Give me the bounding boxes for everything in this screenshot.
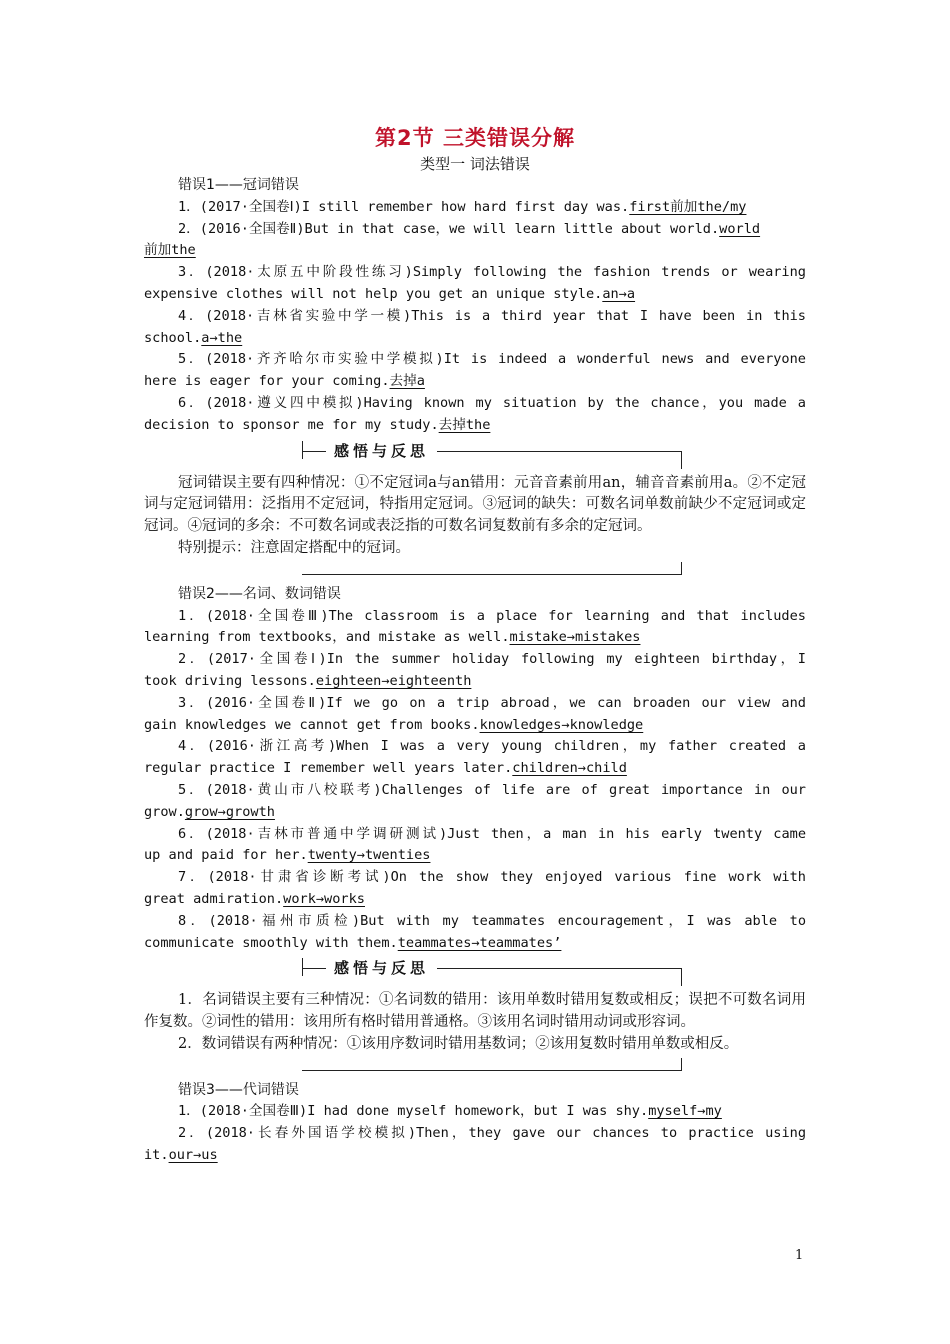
exercise-line — [144, 349, 806, 371]
answer-correction: mistake→mistakes — [509, 629, 641, 646]
exercise-line — [144, 240, 806, 262]
exercise-text: 2．(2018·长春外国语学校模拟)Then，they gave our chances to practice using — [178, 1125, 806, 1142]
exercise-text: here is eager for your coming. — [144, 373, 390, 390]
box-rule — [681, 968, 682, 986]
exercise-line — [144, 889, 806, 911]
exercise-text: 1．(2018·全国卷Ⅲ)I had done myself homework，but I was shy. — [178, 1103, 649, 1120]
exercise-line — [144, 824, 806, 846]
section-heading: 错误3——代词错误 — [178, 1081, 299, 1098]
exercise-text: expensive clothes will not help you get an unique style. — [144, 285, 603, 302]
section-heading: 错误1——冠词错误 — [178, 177, 299, 193]
exercise-line — [144, 415, 806, 437]
reflection-box-footer — [144, 1058, 806, 1080]
exercise-text: communicate smoothly with them. — [144, 934, 398, 951]
box-rule — [302, 441, 303, 459]
exercise-line — [144, 627, 806, 649]
spacer — [144, 1167, 806, 1173]
exercise-text: 3．(2016·全国卷Ⅱ)If we go on a trip abroad，we can broaden our view and — [178, 694, 806, 711]
exercise-text: 6．(2018·遵义四中模拟)Having known my situation by the chance，you made a — [178, 394, 806, 411]
exercise-line — [144, 306, 806, 328]
box-rule — [302, 574, 682, 575]
exercise-line — [144, 219, 806, 241]
page-title: 第2节 三类错误分解 — [375, 126, 575, 150]
answer-correction: teammates→teammates’ — [397, 934, 562, 951]
exercise-text: 5．(2018·齐齐哈尔市实验中学模拟)It is indeed a wonderful news and everyone — [178, 351, 806, 368]
reflection-box-footer — [144, 562, 806, 584]
exercise-text: 2．(2016·全国卷Ⅱ)But in that case，we will learn little about world. — [178, 220, 720, 237]
reflection-paragraph: 特别提示：注意固定搭配中的冠词。 — [178, 539, 410, 556]
reflection-paragraph: 冠词错误主要有四种情况：①不定冠词a与an错用：元音音素前用an，辅音音素前用a。②不定冠词与定冠词错用：泛指用不定冠词，特指用定冠词。③冠词的缺失：可数名词单数前缺少不定冠词或定冠词。④冠词的多余：不可数名词或表泛指的可数名词复数前有多余的定冠词。 — [144, 474, 806, 535]
exercise-text: 1．(2017·全国卷Ⅰ)I still remember how hard first day was. — [178, 198, 630, 215]
answer-correction: our→us — [168, 1147, 218, 1164]
exercise-line — [144, 780, 806, 802]
answer-correction: grow→growth — [184, 803, 275, 820]
exercise-line — [144, 911, 806, 933]
exercise-line — [144, 693, 806, 715]
reflection-title: 感悟与反思 — [326, 957, 437, 978]
box-rule — [302, 1070, 682, 1071]
answer-correction: 前加the — [144, 242, 196, 259]
exercise-text: 7．(2018·甘肃省诊断考试)On the show they enjoyed various fine work with — [178, 869, 806, 886]
answer-correction: work→works — [283, 890, 365, 907]
answer-correction: myself→my — [648, 1103, 722, 1120]
exercise-line — [144, 933, 806, 955]
exercise-text: 3．(2018·太原五中阶段性练习)Simply following the fashion trends or wearing — [178, 264, 806, 281]
exercise-line — [144, 284, 806, 306]
exercise-text: gain knowledges we cannot get from books. — [144, 716, 480, 733]
exercise-text: regular practice I remember well years later. — [144, 760, 513, 777]
exercise-line — [144, 1101, 806, 1123]
exercise-line — [144, 715, 806, 737]
exercise-line — [144, 606, 806, 628]
reflection-paragraph: 1．名词错误主要有三种情况：①名词数的错用：该用单数时错用复数或相反；误把不可数名词用作复数。②词性的错用：该用所有格时错用普通格。③该用名词时错用动词或形容词。 — [144, 992, 806, 1031]
exercise-text: 1．(2018·全国卷Ⅲ)The classroom is a place for learning and that includes — [178, 607, 806, 624]
box-rule — [681, 451, 682, 469]
exercise-text: 4．(2016·浙江高考)When I was a very young children，my father created a — [178, 738, 806, 755]
exercise-text: 4．(2018·吉林省实验中学一模)This is a third year that I have been in this — [178, 307, 806, 324]
exercise-line — [144, 758, 806, 780]
box-rule — [681, 562, 682, 574]
exercise-text: school. — [144, 329, 202, 346]
exercise-line — [144, 328, 806, 350]
answer-correction: a→the — [201, 329, 243, 346]
answer-correction: 去掉the — [438, 416, 491, 433]
answer-correction: eighteen→eighteenth — [315, 672, 472, 689]
exercise-line — [144, 1145, 806, 1167]
page-number: 1 — [795, 1248, 804, 1263]
exercise-text: learning from textbooks，and mistake as well. — [144, 629, 510, 646]
answer-correction: first前加the/my — [629, 198, 747, 215]
exercise-line — [144, 197, 806, 219]
exercise-line — [144, 867, 806, 889]
exercise-text: 2．(2017·全国卷Ⅰ)In the summer holiday following my eighteen birthday，I — [178, 651, 806, 668]
main-content — [144, 175, 806, 1173]
exercise-text: 6．(2018·吉林市普通中学调研测试)Just then，a man in his early twenty came — [178, 825, 806, 842]
box-rule — [302, 958, 303, 976]
exercise-line — [144, 736, 806, 758]
exercise-text: grow. — [144, 803, 185, 820]
answer-correction: an→a — [602, 285, 636, 302]
exercise-line — [144, 671, 806, 693]
answer-correction: twenty→twenties — [307, 847, 431, 864]
page-subtitle: 类型一 词法错误 — [420, 155, 530, 173]
exercise-line — [144, 802, 806, 824]
reflection-box-header — [144, 956, 806, 984]
box-rule — [681, 1058, 682, 1070]
reflection-paragraph: 2．数词错误有两种情况：①该用序数词时错用基数词；②该用复数时错用单数或相反。 — [178, 1035, 739, 1052]
exercise-text: up and paid for her. — [144, 847, 308, 864]
exercise-text: took driving lessons. — [144, 672, 316, 689]
section-heading: 错误2——名词、数词错误 — [178, 585, 341, 602]
answer-correction: world — [719, 220, 761, 237]
exercise-line — [144, 1123, 806, 1145]
answer-correction: knowledges→knowledge — [479, 716, 644, 733]
answer-correction: 去掉a — [389, 373, 425, 390]
exercise-text: it. — [144, 1147, 169, 1164]
exercise-line — [144, 393, 806, 415]
exercise-line — [144, 649, 806, 671]
exercise-text: great admiration. — [144, 890, 284, 907]
exercise-line — [144, 845, 806, 867]
exercise-line — [144, 371, 806, 393]
answer-correction: children→child — [512, 760, 627, 777]
exercise-line — [144, 262, 806, 284]
reflection-title: 感悟与反思 — [326, 440, 437, 461]
exercise-text: 8．(2018·福州市质检)But with my teammates encouragement，I was able to — [178, 912, 806, 929]
exercise-text: 5．(2018·黄山市八校联考)Challenges of life are of great importance in our — [178, 781, 806, 798]
exercise-text: decision to sponsor me for my study. — [144, 416, 439, 433]
reflection-box-header — [144, 439, 806, 467]
